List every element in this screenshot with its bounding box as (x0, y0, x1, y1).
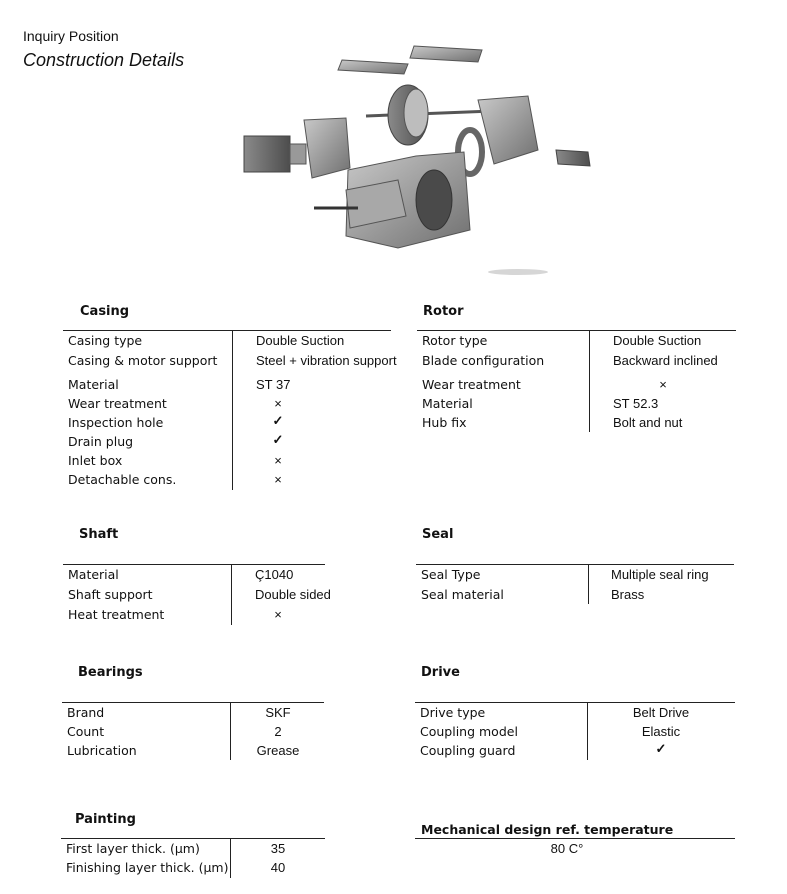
row-value: ST 52.3 (613, 396, 659, 411)
table-row (63, 415, 391, 434)
row-key: Coupling guard (420, 743, 516, 758)
row-value: Steel + vibration support (256, 353, 397, 368)
divider (62, 702, 324, 703)
divider (415, 838, 735, 839)
row-key: Count (67, 724, 105, 739)
table-row (417, 353, 736, 372)
table-row (415, 841, 735, 860)
temperature-table (415, 838, 735, 860)
row-key: Detachable cons. (68, 472, 177, 487)
table-row (63, 587, 331, 606)
table-row (62, 705, 324, 724)
rotor-table (417, 330, 736, 432)
row-key: Hub fix (422, 415, 467, 430)
row-value: Double sided (255, 587, 331, 602)
table-row (62, 724, 324, 743)
row-key: Coupling model (420, 724, 518, 739)
table-row (415, 705, 735, 724)
row-key: Lubrication (67, 743, 137, 758)
row-key: Seal Type (421, 567, 481, 582)
temperature-value: 80 C° (550, 841, 584, 856)
row-key: Drive type (420, 705, 486, 720)
divider (63, 564, 325, 565)
rotor-title: Rotor (423, 304, 464, 319)
row-value: Belt Drive (632, 705, 690, 720)
check-mark: ✓ (655, 741, 667, 756)
shaft-table (63, 564, 331, 625)
row-key: Heat treatment (68, 607, 165, 622)
painting-title: Painting (75, 812, 136, 827)
row-value: 2 (274, 724, 282, 739)
row-value: Ç1040 (255, 567, 294, 582)
table-row (416, 567, 734, 586)
casing-table (63, 330, 397, 490)
row-key: First layer thick. (µm) (66, 841, 200, 856)
row-key: Inlet box (68, 453, 123, 468)
table-row (63, 472, 391, 491)
table-row (63, 434, 391, 453)
table-row (415, 743, 735, 762)
row-key: Casing type (68, 333, 143, 348)
table-row (417, 333, 736, 352)
row-key: Wear treatment (422, 377, 521, 392)
row-value: SKF (265, 705, 291, 720)
table-row (416, 587, 734, 606)
row-key: Wear treatment (68, 396, 167, 411)
row-key: Material (422, 396, 473, 411)
row-key: Shaft support (68, 587, 153, 602)
row-key: Material (68, 567, 119, 582)
bearings-title: Bearings (78, 665, 143, 680)
bearings-table (62, 702, 324, 760)
page-subtitle: Inquiry Position (23, 28, 119, 44)
cross-mark: × (659, 377, 667, 392)
table-row (417, 377, 736, 396)
row-key: Blade configuration (422, 353, 545, 368)
row-key: Inspection hole (68, 415, 164, 430)
table-row (63, 453, 391, 472)
temperature-title: Mechanical design ref. temperature (421, 822, 674, 837)
row-value: Double Suction (256, 333, 345, 348)
row-key: Finishing layer thick. (µm) (66, 860, 229, 875)
cross-mark: × (274, 396, 282, 411)
table-row (61, 841, 325, 860)
row-value: Brass (611, 587, 645, 602)
shaft-title: Shaft (79, 527, 119, 542)
row-key: Brand (67, 705, 105, 720)
check-mark: ✓ (272, 432, 284, 447)
row-value: Double Suction (613, 333, 702, 348)
row-value: ST 37 (256, 377, 291, 392)
table-row (63, 377, 391, 396)
table-row (61, 860, 325, 879)
row-key: Drain plug (68, 434, 134, 449)
table-row (63, 353, 397, 372)
row-key: Seal material (421, 587, 504, 602)
table-row (62, 743, 324, 762)
drive-table (415, 702, 735, 760)
drive-title: Drive (421, 665, 460, 680)
table-row (63, 396, 391, 415)
table-row (417, 396, 736, 415)
divider (417, 330, 736, 331)
fan-assembly-illustration (238, 40, 598, 280)
cross-mark: × (274, 607, 282, 622)
row-key: Casing & motor support (68, 353, 218, 368)
divider (416, 564, 734, 565)
casing-title: Casing (80, 304, 130, 319)
row-value: Elastic (641, 724, 681, 739)
table-row (63, 333, 391, 352)
table-row (417, 415, 736, 434)
cross-mark: × (274, 472, 282, 487)
row-key: Material (68, 377, 119, 392)
page-title: Construction Details (23, 50, 185, 70)
row-value: Multiple seal ring (611, 567, 709, 582)
table-row (63, 607, 325, 626)
seal-title: Seal (422, 527, 454, 542)
row-value: Bolt and nut (613, 415, 683, 430)
check-mark: ✓ (272, 413, 284, 428)
seal-table (416, 564, 734, 604)
table-row (63, 567, 325, 586)
row-key: Rotor type (422, 333, 488, 348)
divider (61, 838, 325, 839)
row-value: Backward inclined (613, 353, 718, 368)
cross-mark: × (274, 453, 282, 468)
divider (63, 330, 391, 331)
divider (415, 702, 735, 703)
row-value: 40 (270, 860, 286, 875)
row-value: 35 (270, 841, 286, 856)
painting-table (61, 838, 325, 878)
row-value: Grease (256, 743, 300, 758)
